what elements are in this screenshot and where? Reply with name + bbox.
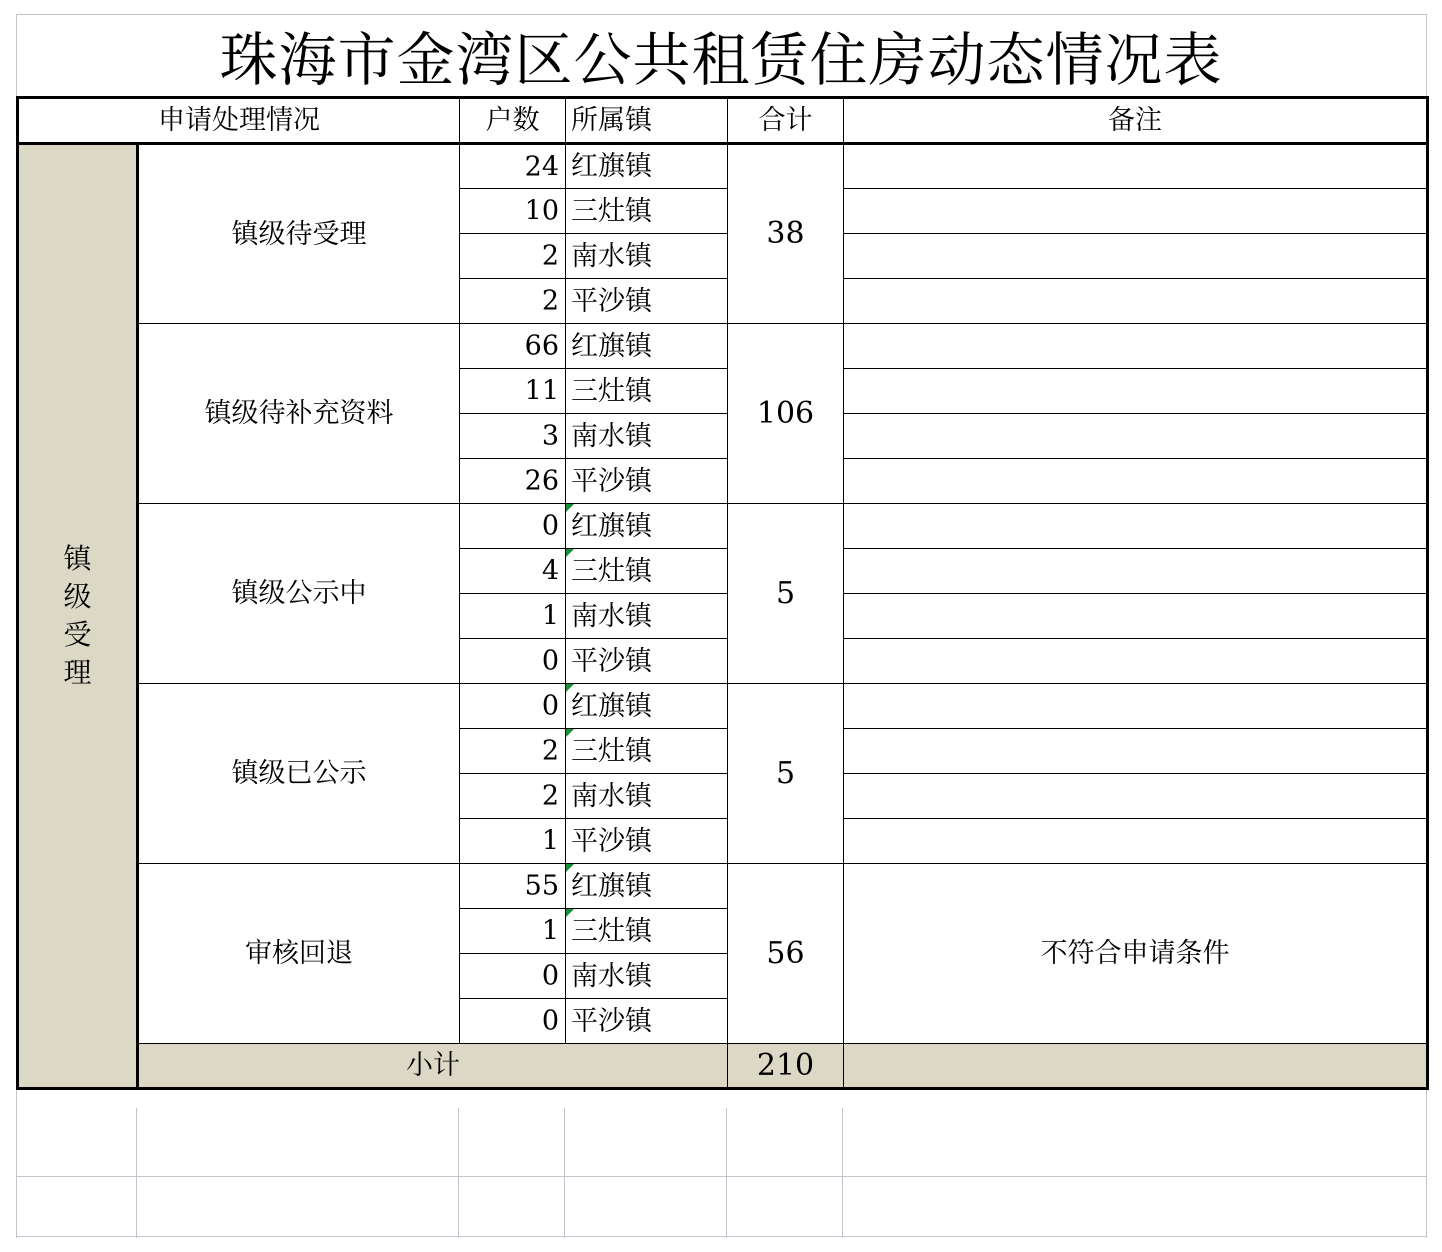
town-cell[interactable] [566, 144, 728, 189]
household-count: 1 [541, 600, 559, 632]
gridline [136, 1108, 137, 1238]
remark-cell[interactable] [844, 189, 1428, 234]
household-count-cell[interactable] [460, 954, 566, 999]
comment-marker-icon [566, 684, 574, 692]
household-count-cell[interactable] [460, 234, 566, 279]
remark-cell[interactable] [844, 324, 1428, 369]
remark-cell[interactable] [844, 729, 1428, 774]
comment-marker-icon [566, 504, 574, 512]
comment-marker-icon [566, 909, 574, 917]
household-count: 0 [541, 1005, 559, 1037]
town-name: 三灶镇 [571, 195, 652, 227]
header-town[interactable]: 所属镇 [566, 98, 728, 144]
town-name: 红旗镇 [571, 690, 652, 722]
town-cell[interactable] [566, 684, 728, 729]
household-count-cell[interactable] [460, 369, 566, 414]
household-count: 2 [541, 780, 559, 812]
housing-status-table [16, 96, 1429, 1090]
table-row [18, 864, 1428, 909]
household-count: 2 [541, 285, 559, 317]
household-count-cell[interactable] [460, 279, 566, 324]
household-count: 2 [541, 735, 559, 767]
gridline [842, 1108, 843, 1238]
town-cell[interactable] [566, 549, 728, 594]
remark-cell[interactable] [844, 234, 1428, 279]
town-name: 南水镇 [571, 780, 652, 812]
household-count-cell[interactable] [460, 189, 566, 234]
gridline [16, 1176, 1426, 1177]
town-cell[interactable] [566, 729, 728, 774]
subtotal-label[interactable]: 小计 [138, 1044, 728, 1089]
household-count: 4 [541, 555, 559, 587]
group-total[interactable]: 5 [728, 504, 844, 684]
town-name: 南水镇 [571, 240, 652, 272]
town-cell[interactable] [566, 459, 728, 504]
town-cell[interactable] [566, 819, 728, 864]
status-label[interactable]: 镇级公示中 [138, 504, 460, 684]
gridline [726, 1108, 727, 1238]
household-count: 1 [541, 825, 559, 857]
town-name: 南水镇 [571, 420, 652, 452]
town-name: 红旗镇 [571, 330, 652, 362]
side-label[interactable] [18, 144, 138, 1089]
subtotal-row [18, 1044, 1428, 1089]
status-label[interactable]: 镇级待受理 [138, 144, 460, 324]
town-name: 红旗镇 [571, 510, 652, 542]
household-count-cell[interactable] [460, 549, 566, 594]
town-name: 平沙镇 [571, 285, 652, 317]
town-name: 红旗镇 [571, 870, 652, 902]
status-label[interactable]: 镇级待补充资料 [138, 324, 460, 504]
town-name: 平沙镇 [571, 825, 652, 857]
household-count-cell[interactable] [460, 729, 566, 774]
header-status[interactable]: 申请处理情况 [18, 98, 460, 144]
household-count-cell[interactable] [460, 639, 566, 684]
household-count-cell[interactable] [460, 504, 566, 549]
household-count-cell[interactable] [460, 864, 566, 909]
household-count-cell[interactable] [460, 774, 566, 819]
household-count: 0 [541, 510, 559, 542]
town-cell[interactable] [566, 504, 728, 549]
remark-cell[interactable]: 不符合申请条件 [844, 864, 1428, 1044]
remark-cell[interactable] [844, 594, 1428, 639]
remark-cell[interactable] [844, 279, 1428, 324]
household-count: 1 [541, 915, 559, 947]
household-count: 55 [524, 870, 559, 902]
remark-cell[interactable] [844, 684, 1428, 729]
side-label-text: 镇级受理 [63, 542, 92, 689]
town-name: 三灶镇 [571, 915, 652, 947]
town-cell[interactable] [566, 279, 728, 324]
group-total[interactable]: 106 [728, 324, 844, 504]
gridline [16, 1236, 1426, 1237]
town-name: 南水镇 [571, 600, 652, 632]
subtotal-value[interactable]: 210 [728, 1044, 844, 1089]
household-count-cell[interactable] [460, 999, 566, 1044]
household-count-cell[interactable] [460, 594, 566, 639]
household-count: 66 [524, 330, 559, 362]
remark-cell[interactable] [844, 639, 1428, 684]
gridline [564, 1108, 565, 1238]
group-total[interactable]: 38 [728, 144, 844, 324]
table-row [18, 504, 1428, 549]
household-count-cell[interactable] [460, 684, 566, 729]
town-name: 平沙镇 [571, 645, 652, 677]
town-name: 南水镇 [571, 960, 652, 992]
household-count-cell[interactable] [460, 459, 566, 504]
town-cell[interactable] [566, 369, 728, 414]
household-count-cell[interactable] [460, 819, 566, 864]
sheet-title: 珠海市金湾区公共租赁住房动态情况表 [219, 26, 1223, 94]
town-cell[interactable] [566, 189, 728, 234]
comment-marker-icon [566, 549, 574, 557]
header-households[interactable]: 户数 [460, 98, 566, 144]
remark-cell[interactable] [844, 504, 1428, 549]
group-total[interactable]: 5 [728, 684, 844, 864]
town-cell[interactable] [566, 864, 728, 909]
household-count: 10 [524, 195, 559, 227]
town-cell[interactable] [566, 954, 728, 999]
status-label[interactable]: 镇级已公示 [138, 684, 460, 864]
table-row [18, 324, 1428, 369]
remark-cell[interactable] [844, 459, 1428, 504]
town-name: 三灶镇 [571, 375, 652, 407]
household-count: 0 [541, 645, 559, 677]
table-row [18, 144, 1428, 189]
town-cell[interactable] [566, 999, 728, 1044]
town-cell[interactable] [566, 234, 728, 279]
household-count: 3 [541, 420, 559, 452]
household-count-cell[interactable] [460, 414, 566, 459]
household-count-cell[interactable] [460, 324, 566, 369]
household-count: 11 [524, 375, 559, 407]
town-cell[interactable] [566, 324, 728, 369]
town-name: 红旗镇 [571, 151, 652, 182]
subtotal-remark-cell[interactable] [844, 1044, 1428, 1089]
household-count: 24 [524, 151, 559, 182]
household-count: 26 [524, 465, 559, 497]
town-cell[interactable] [566, 909, 728, 954]
household-count-cell[interactable] [460, 144, 566, 189]
comment-marker-icon [566, 864, 574, 872]
household-count: 2 [541, 240, 559, 272]
town-cell[interactable] [566, 774, 728, 819]
household-count: 0 [541, 960, 559, 992]
remark-cell[interactable] [844, 144, 1428, 189]
household-count: 0 [541, 690, 559, 722]
remark-cell[interactable] [844, 819, 1428, 864]
gridline [458, 1108, 459, 1238]
remark-cell[interactable] [844, 414, 1428, 459]
town-name: 三灶镇 [571, 555, 652, 587]
remark-cell[interactable] [844, 369, 1428, 414]
remark-cell[interactable] [844, 549, 1428, 594]
comment-marker-icon [566, 729, 574, 737]
table-row [18, 684, 1428, 729]
town-name: 三灶镇 [571, 735, 652, 767]
remark-cell[interactable] [844, 774, 1428, 819]
town-cell[interactable] [566, 639, 728, 684]
status-label[interactable]: 审核回退 [138, 864, 460, 1044]
town-name: 平沙镇 [571, 465, 652, 497]
household-count-cell[interactable] [460, 909, 566, 954]
header-row [18, 98, 1428, 144]
group-total[interactable]: 56 [728, 864, 844, 1044]
town-name: 平沙镇 [571, 1005, 652, 1037]
header-remarks[interactable]: 备注 [844, 98, 1428, 144]
town-cell[interactable] [566, 414, 728, 459]
town-cell[interactable] [566, 594, 728, 639]
header-total[interactable]: 合计 [728, 98, 844, 144]
